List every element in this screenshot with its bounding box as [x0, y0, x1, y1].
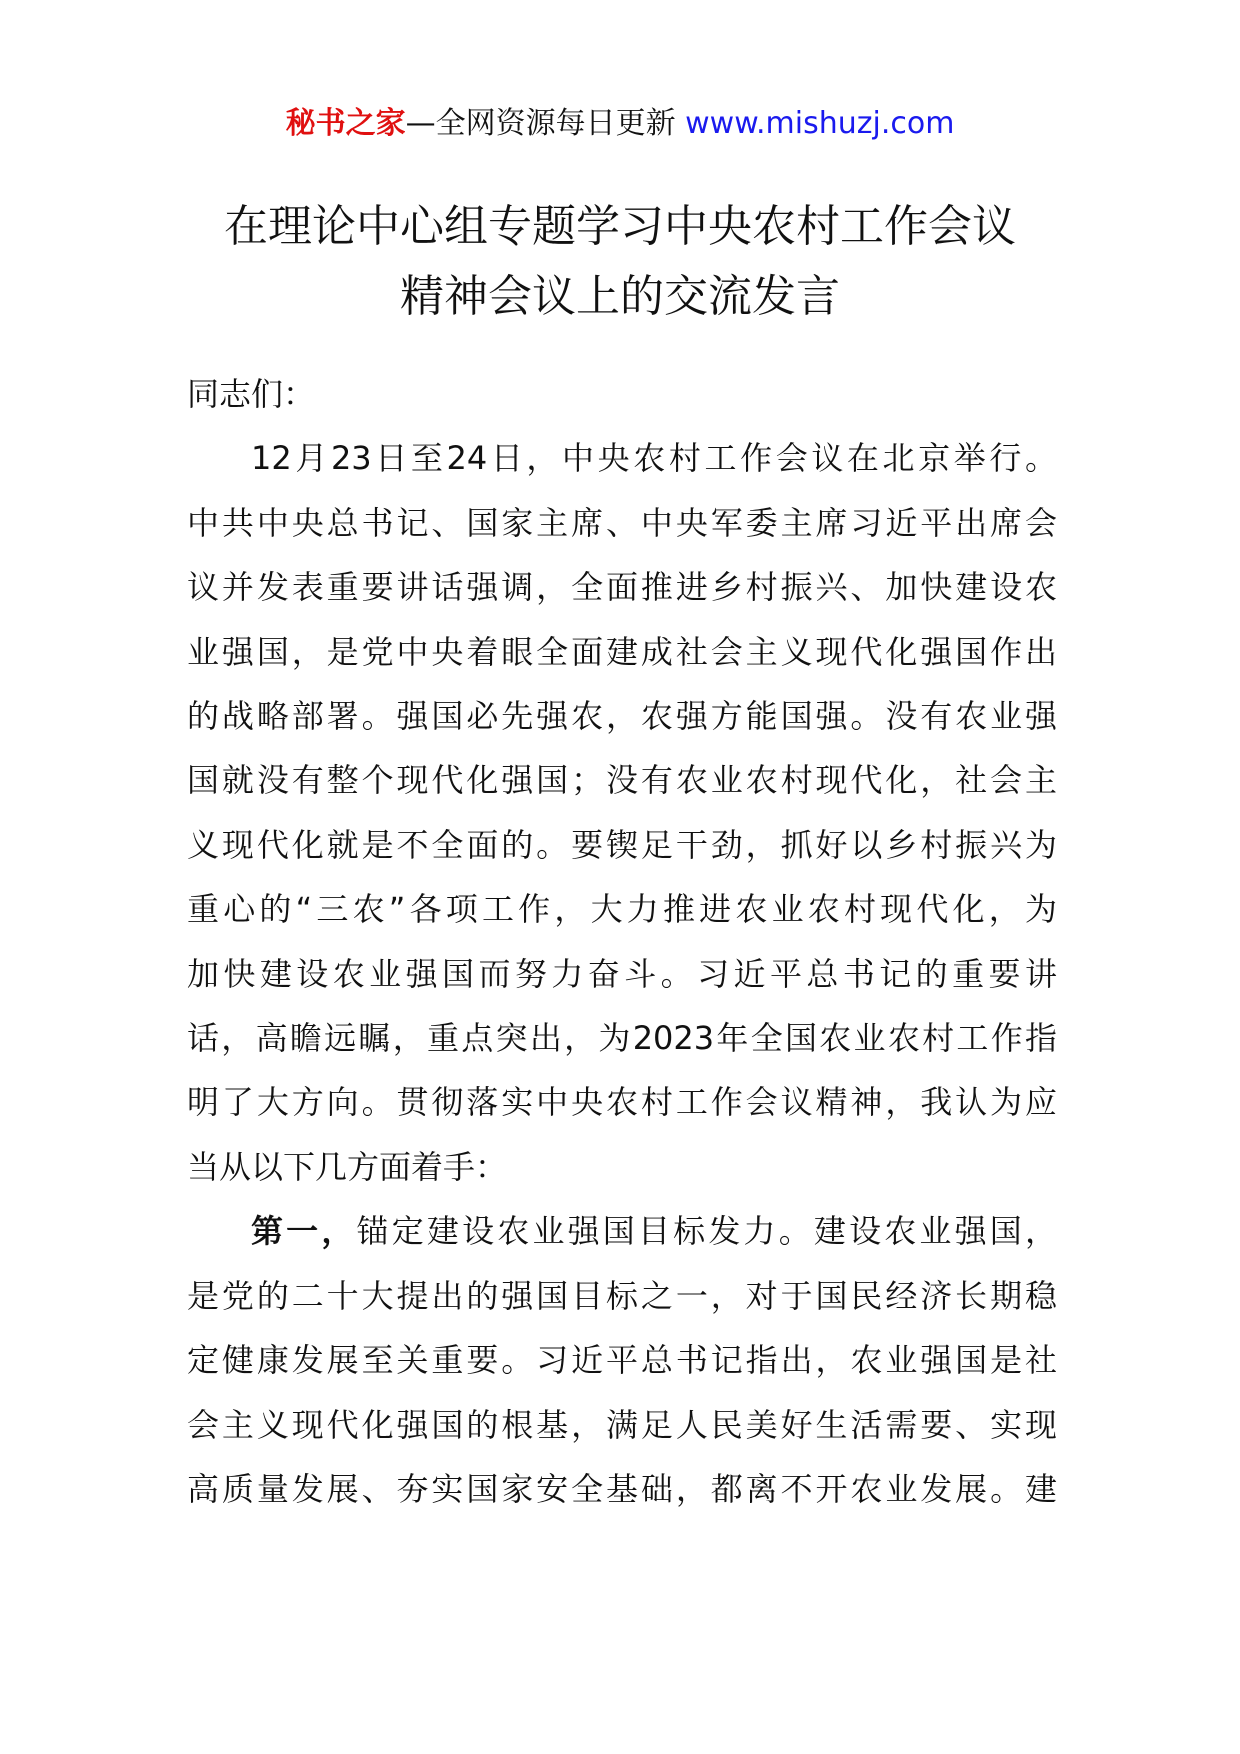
paragraph-line: 12月23日至24日，中央农村工作会议在北京举行。 [251, 439, 1057, 478]
section-lead: 第一， [251, 1212, 357, 1251]
site-url-link[interactable]: www.mishuzj.com [685, 106, 955, 141]
paragraph-line: 明了大方向。贯彻落实中央农村工作会议精神，我认为应 [187, 1083, 1057, 1122]
paragraph-line: 议并发表重要讲话强调，全面推进乡村振兴、加快建设农 [187, 568, 1057, 607]
paragraph-line: 加快建设农业强国而努力奋斗。习近平总书记的重要讲 [187, 954, 1057, 993]
header-tagline: —全网资源每日更新 [405, 106, 686, 141]
paragraph-line: 话，高瞻远瞩，重点突出，为2023年全国农业农村工作指 [187, 1019, 1057, 1058]
paragraph-line: 的战略部署。强国必先强农，农强方能国强。没有农业强 [187, 697, 1057, 736]
paragraph-line: 是党的二十大提出的强国目标之一，对于国民经济长期稳 [187, 1276, 1057, 1315]
title-line-1: 在理论中心组专题学习中央农村工作会议 [224, 201, 1016, 252]
salutation: 同志们： [187, 375, 316, 413]
paragraph-line: 高质量发展、夯实国家安全基础，都离不开农业发展。建 [187, 1469, 1057, 1508]
brand-name: 秘书之家 [285, 106, 406, 141]
document-body [187, 362, 1057, 1521]
paragraph-line: 国就没有整个现代化强国；没有农业农村现代化，社会主 [187, 761, 1057, 800]
paragraph-line: 当从以下几方面着手： [187, 1147, 508, 1186]
paragraph-line: 义现代化就是不全面的。要锲足干劲，抓好以乡村振兴为 [187, 825, 1057, 864]
paragraph-line: 定健康发展至关重要。习近平总书记指出，农业强国是社 [187, 1341, 1057, 1380]
site-header [0, 100, 1240, 148]
section-heading-text: 锚定建设农业强国目标发力。建设农业强国， [356, 1212, 1057, 1251]
paragraph-1 [187, 426, 1057, 1199]
paragraph-2 [187, 1199, 1057, 1521]
title-line-2: 精神会议上的交流发言 [400, 271, 840, 322]
paragraph-line [187, 1199, 1057, 1263]
document-title [150, 192, 1090, 332]
paragraph-line: 重心的“三农”各项工作，大力推进农业农村现代化，为 [187, 890, 1057, 929]
paragraph-line: 业强国，是党中央着眼全面建成社会主义现代化强国作出 [187, 632, 1057, 671]
paragraph-line: 中共中央总书记、国家主席、中央军委主席习近平出席会 [187, 503, 1057, 542]
paragraph-line: 会主义现代化强国的根基，满足人民美好生活需要、实现 [187, 1405, 1057, 1444]
